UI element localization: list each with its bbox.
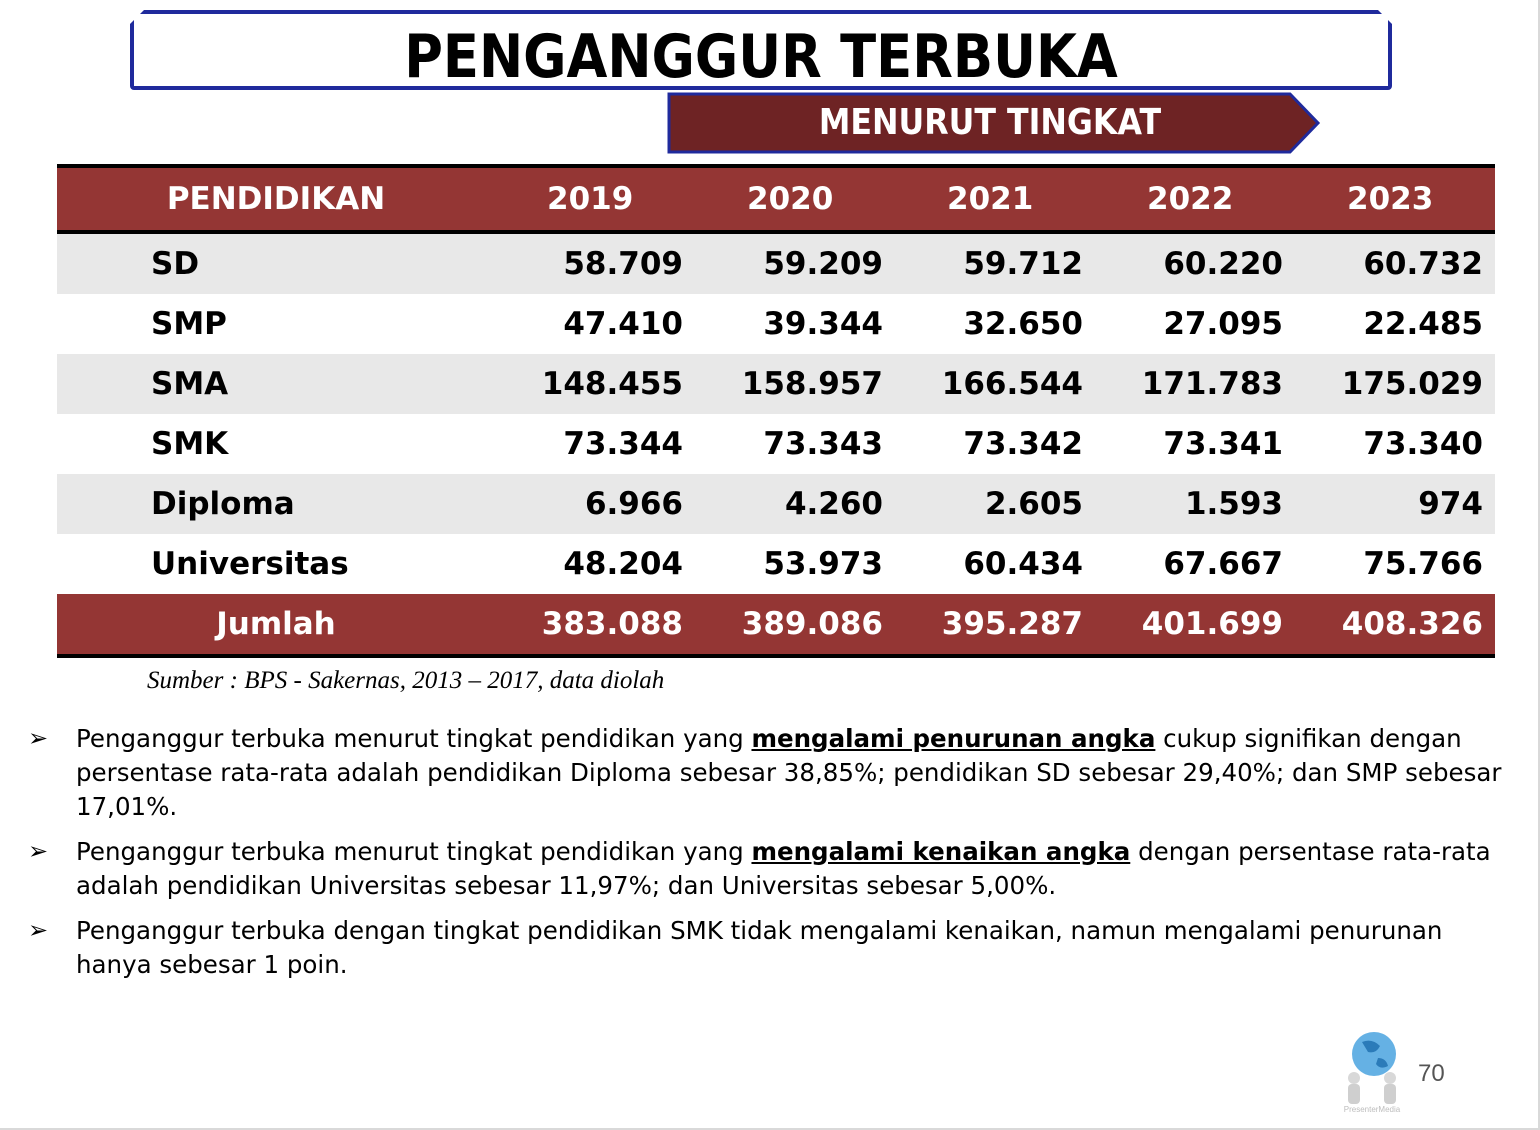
table-cell: 1.593 — [1184, 486, 1283, 522]
table-cell: 67.667 — [1163, 546, 1283, 582]
table-cell: 73.344 — [563, 426, 683, 462]
table-cell: 60.732 — [1363, 246, 1483, 282]
arrowhead-bullet-icon: ➢ — [28, 917, 49, 944]
table-row — [57, 534, 1495, 594]
total-cell: 383.088 — [495, 594, 695, 656]
table-cell: 48.204 — [563, 546, 683, 582]
list-item — [28, 914, 1513, 982]
header-cell: 2019 — [495, 166, 695, 232]
table-cell: 166.544 — [941, 366, 1083, 402]
table-cell: 58.709 — [563, 246, 683, 282]
table-cell: 59.209 — [763, 246, 883, 282]
table-cell: 60.220 — [1163, 246, 1283, 282]
table-cell: 75.766 — [1363, 546, 1483, 582]
logo-text: PresenterMedia — [1343, 1105, 1401, 1114]
table-row — [57, 232, 1495, 294]
total-cell: 389.086 — [695, 594, 895, 656]
total-cell: 395.287 — [895, 594, 1095, 656]
table-cell: 6.966 — [584, 486, 683, 522]
table-cell: 158.957 — [741, 366, 883, 402]
table-row — [57, 474, 1495, 534]
table-cell: 73.342 — [963, 426, 1083, 462]
presenter-figure-globe-icon — [1332, 1028, 1412, 1114]
page-number: 70 — [1418, 1060, 1445, 1087]
list-item — [28, 835, 1513, 903]
table-cell: 32.650 — [963, 306, 1083, 342]
row-label: Universitas — [151, 546, 349, 582]
header-cell: 2020 — [695, 166, 895, 232]
header-cell: 2022 — [1095, 166, 1295, 232]
table-cell: 171.783 — [1141, 366, 1283, 402]
table-cell: 60.434 — [963, 546, 1083, 582]
page-subtitle: MENURUT TINGKAT PENDIDIKAN — [818, 102, 1162, 189]
header-cell: 2023 — [1295, 166, 1495, 232]
arrowhead-bullet-icon: ➢ — [28, 838, 49, 865]
source-note: Sumber : BPS - Sakernas, 2013 – 2017, data diolah — [147, 667, 665, 694]
table-cell: 53.973 — [763, 546, 883, 582]
table-cell: 39.344 — [763, 306, 883, 342]
table-header-row — [57, 166, 1495, 232]
table-total-row — [57, 594, 1495, 656]
table-cell: 175.029 — [1341, 366, 1483, 402]
table-cell: 148.455 — [541, 366, 683, 402]
table-row — [57, 294, 1495, 354]
header-cell: 2021 — [895, 166, 1095, 232]
row-label: SD — [151, 246, 200, 282]
table-cell: 4.260 — [784, 486, 883, 522]
bullet-list — [28, 722, 1513, 993]
row-label: SMP — [151, 306, 227, 342]
total-cell: 401.699 — [1095, 594, 1295, 656]
row-label: SMA — [151, 366, 229, 402]
header-cell: PENDIDIKAN — [57, 166, 495, 232]
table-cell: 73.343 — [763, 426, 883, 462]
table-cell: 974 — [1418, 486, 1483, 522]
bullet-text: Penganggur terbuka menurut tingkat pendidikan yang mengalami penurunan angka cukup signifikan dengan persentase rata-rata adalah pendidikan Diploma sebesar 38,85%; pendidikan SD sebesar 29,40%; dan SMP sebesar 17,01%. — [76, 724, 1502, 821]
bullet-text: Penganggur terbuka dengan tingkat pendidikan SMK tidak mengalami kenaikan, namun mengalami penurunan hanya sebesar 1 poin. — [76, 916, 1443, 979]
table-cell: 73.341 — [1163, 426, 1283, 462]
total-label: Jumlah — [57, 594, 495, 656]
table-cell: 2.605 — [984, 486, 1083, 522]
table-row — [57, 414, 1495, 474]
page-title: PENGANGGUR TERBUKA — [404, 22, 1118, 92]
table-row — [57, 354, 1495, 414]
unemployment-table — [57, 164, 1495, 658]
row-label: SMK — [151, 426, 229, 462]
table-cell: 22.485 — [1363, 306, 1483, 342]
table-cell: 27.095 — [1163, 306, 1283, 342]
arrowhead-bullet-icon: ➢ — [28, 725, 49, 752]
bullet-text: Penganggur terbuka menurut tingkat pendidikan yang mengalami kenaikan angka dengan persentase rata-rata adalah pendidikan Universitas sebesar 11,97%; dan Universitas sebesar 5,00%. — [76, 837, 1491, 900]
table-cell: 47.410 — [563, 306, 683, 342]
table-cell: 73.340 — [1363, 426, 1483, 462]
list-item — [28, 722, 1513, 824]
row-label: Diploma — [151, 486, 295, 522]
table-cell: 59.712 — [963, 246, 1083, 282]
total-cell: 408.326 — [1295, 594, 1495, 656]
